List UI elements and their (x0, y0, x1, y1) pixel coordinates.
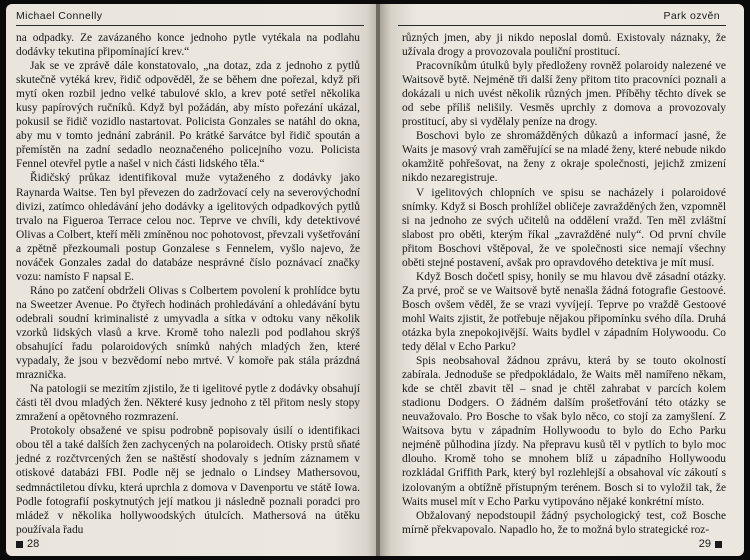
paragraph: Protokoly obsažené ve spisu podrobně popisovaly úsilí o identifikaci obou těl a také dalších žen zachycených na polaroidech. Otisky prstů sňaté jedné z rozčtvrcených žen se naštěstí shodovaly s jedním záznamem v otiskové databázi FBI. Podle něj se jednalo o Lindsey Mathersovou, sedmnáctiletou dívku, která uprchla z domova v Davenportu ve státě Iowa. Podle fotografií poskytnutých její matkou ji následně poznali poradci pro mládež v několika hollywoodských útulcích. Mathersová na útěku používala řadu (16, 425, 360, 536)
paragraph: na odpadky. Ze zavázaného konce jednoho pytle vytékala na podlahu dodávky tekutina připomínající krev.“ (16, 32, 360, 59)
book-spread (6, 4, 744, 556)
page-number-right (699, 538, 722, 550)
paragraph: Jak se ve zprávě dále konstatovalo, „na dotaz, zda z jednoho z pytlů skutečně vytéká krev, řidič odpověděl, že se během dne pořezal, když při mytí oken rozbil jedno velké tabulové sklo, a krev poté setřel několika kusy papírových ručníků. Když byl požádán, aby místo pořezání ukázal, pokusil se řidič vozidlo nastartovat. Policista Gonzales se natáhl do okna, aby mu v tomto jednání zabránil. Po krátké šarvátce byl řidič spoután a přemístěn na zadní sedadlo neoznačeného policejního vozu. Policista Fennel otevřel pytle a našel v nich části lidského těla.“ (16, 60, 360, 171)
page-number-left (16, 538, 39, 550)
running-head-title: Park ozvěn (663, 10, 720, 22)
page-number: 28 (27, 538, 40, 550)
paragraph: Spis neobsahoval žádnou zprávu, která by se touto okolností zabírala. Jednoduše se předpokládalo, že Waits měl namířeno někam, kde se chtěl zbavit těl – snad je chtěl zahrabat v parcích kolem stadionu Dodgers. O žádném dalším prošetřování této otázky se neuvažovalo. Pro Bosche to však bylo něco, co stojí za zamyšlení. Z Waitsova bytu v západním Hollywoodu to bylo do Echo Parku nejméně půlhodina jízdy. Na přepravu kusů těl v pytlích to bylo moc dlouho. Kromě toho se mnohem blíž u západního Hollywoodu rozkládal Griffith Park, který byl rozlehlejší a obsahoval víc zákoutí s izolovaným a obtížně přístupným terénem. Bosch si to vyložil tak, že Waits musel mít v Echo Parku vytipováno nějaké konkrétní místo. (402, 355, 726, 508)
square-marker-icon (16, 541, 23, 548)
running-head-author: Michael Connelly (16, 10, 103, 22)
right-page (380, 4, 744, 556)
paragraph: různých jmen, aby ji nikdo neposlal domů. Existovaly náznaky, že užívala drogy a provozovala pouliční prostitucí. (402, 32, 726, 59)
left-page (6, 4, 378, 556)
header-rule (16, 25, 364, 26)
paragraph: Řidičský průkaz identifikoval muže vytaženého z dodávky jako Raynarda Waitse. Ten byl převezen do zadržovací cely na severovýchodní divizi, zatímco ohledávání jeho dodávky a igelitových odpadkových pytlů trvalo na Figueroa Terrace celou noc. Teprve ve chvíli, kdy detektivové Olivas a Colbert, kteří měli zmíněnou noc pohotovost, převzali vyšetřování a zpětně přezkoumali postup Gonzalese s Fennelem, vyšlo najevo, že nováček Gonzales zadal do databáze nesprávné číslo poznávací značky vozu: namísto F napsal E. (16, 172, 360, 283)
paragraph: Boschovi bylo ze shromážděných důkazů a informací jasné, že Waits je masový vrah zaměřující se na mladé ženy, které nebude nikdo okamžitě pohřešovat, na ženy z okraje společnosti, jejichž zmizení nikdo nezaregistruje. (402, 130, 726, 185)
paragraph: Na patologii se mezitím zjistilo, že ti igelitové pytle z dodávky obsahují části těl dvou mladých žen. Některé kusy jednoho z těl přitom nesly stopy zmražení a opětovného rozmrazení. (16, 383, 360, 424)
paragraph: Obžalovaný nepodstoupil žádný psychologický test, což Bosche mírně překvapovalo. Napadlo ho, že to možná bylo strategické roz- (402, 509, 726, 536)
header-rule (398, 25, 726, 26)
paragraph: Ráno po zatčení obdrželi Olivas s Colbertem povolení k prohlídce bytu na Sweetzer Avenue. Po čtyřech hodinách prohledávání a ohledávání bytu odebrali soudní kriminalisté z umyvadla a sítka v odtoku vany několik vzorků lidských vlasů a krve. Kromě toho nalezli pod podlahou skrýš obsahující řadu polaroidových snímků nahých mladých žen, které vypadaly, že jsou v bezvědomí nebo mrtvé. V komoře pak stála prázdná mraznička. (16, 284, 360, 382)
paragraph: Když Bosch dočetl spisy, honily se mu hlavou dvě zásadní otázky. Za prvé, proč se ve Waitsově bytě nenašla žádná fotografie Gestoové. Bosch ovšem věděl, že se vrazi vyvíjejí. Teprve po vraždě Gestoové mohl Waits zjistit, že potřebuje nějakou připomínku svého díla. Druhá otázka byla znepokojivější. Waits bydlel v západním Holywoodu. Co tedy dělal v Echo Parku? (402, 270, 726, 354)
left-page-body (16, 31, 360, 537)
page-number: 29 (698, 538, 711, 550)
square-marker-icon (715, 541, 722, 548)
right-page-body (402, 31, 726, 537)
paragraph: Pracovníkům útulků byly předloženy rovněž polaroidy nalezené ve Waitsově bytě. Nejméně tři další ženy přitom tito pracovníci poznali a dokázali u nich uvést několik různých jmen. Příběhy těchto dívek se od sebe příliš nelišily. Vesměs uprchly z domova a provozovaly prostitucí, aby si vydělaly peníze na drogy. (402, 60, 726, 129)
paragraph: V igelitových chlopních ve spisu se nacházely i polaroidové snímky. Když si Bosch prohlížel obličeje zavražděných žen, vzpomněl si na jednoho ze svých učitelů na oddělení vražd. Ten měl zvláštní slabost pro oběti, kterým říkal „zavražděné nuly“. Od první chvíle přitom Boschovi vštěpoval, že ve společnosti sice nemají všechny oběti stejné postavení, avšak pro opravdového detektiva je mít musí. (402, 186, 726, 269)
